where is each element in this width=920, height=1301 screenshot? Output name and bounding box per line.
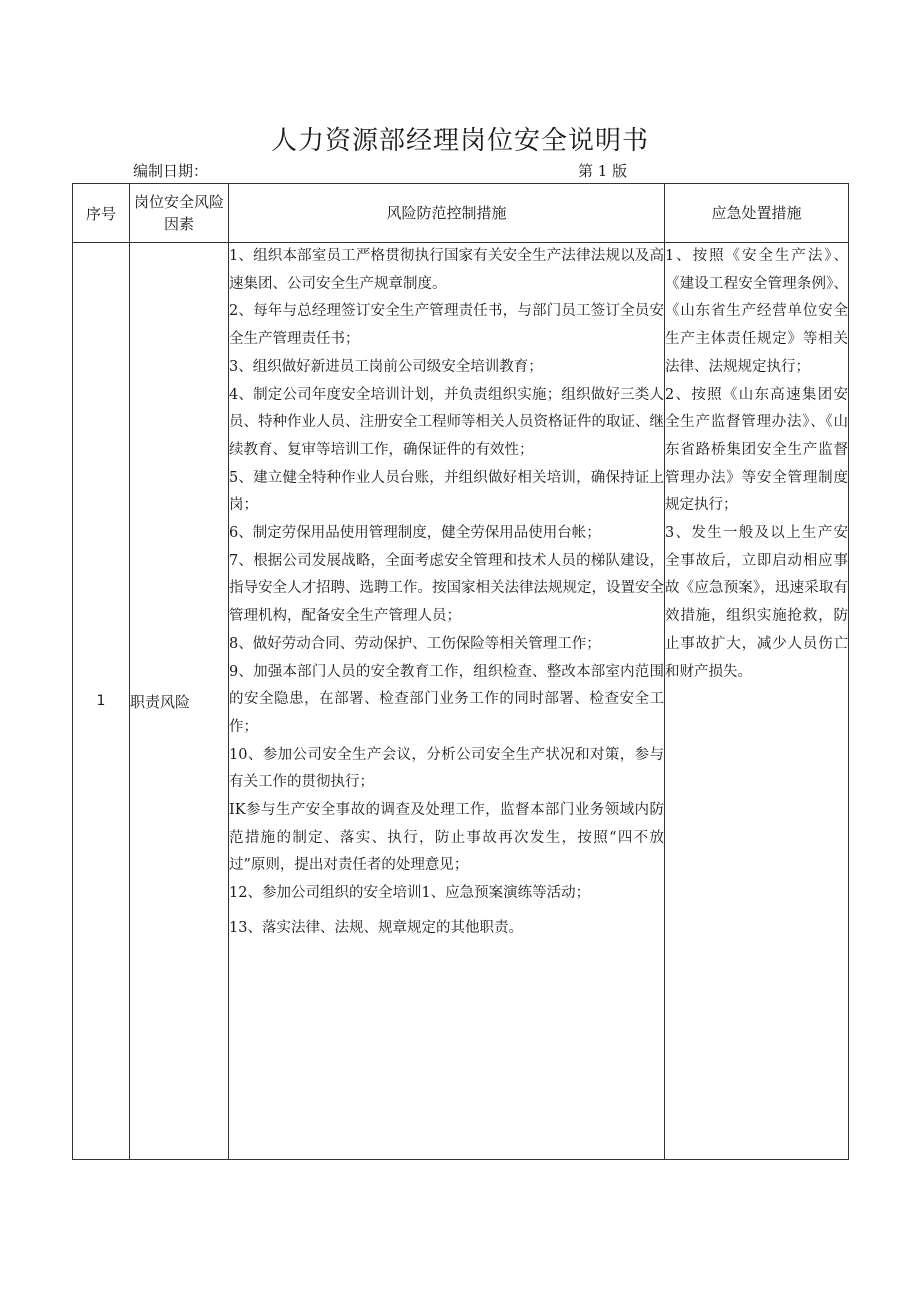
control-item: 5、建立健全特种作业人员台账，并组织做好相关培训，确保持证上岗；	[229, 469, 664, 514]
safety-table	[72, 183, 849, 1160]
emergency-item: 3、发生一般及以上生产安全事故后，立即启动相应事故《应急预案》，迅速采取有效措施，组织实施抢救，防止事故扩大，减少人员伤亡和财产损失。	[665, 525, 848, 680]
control-item: 3、组织做好新进员工岗前公司级安全培训教育；	[229, 358, 543, 375]
emergency-item: 1、按照《安全生产法》、《建设工程安全管理条例》、《山东省生产经营单位安全生产主体责任规定》等相关法律、法规规定执行；	[665, 248, 848, 375]
emergency-measures-cell	[665, 243, 849, 1160]
row-risk-factor: 职责风险	[130, 243, 229, 1160]
control-item: 7、根据公司发展战略，全面考虑安全管理和技术人员的梯队建设，指导安全人才招聘、选聘工作。按国家相关法律法规规定，设置安全管理机构，配备安全生产管理人员；	[229, 552, 664, 625]
document-title: 人力资源部经理岗位安全说明书	[270, 126, 649, 156]
compile-date-label: 编制日期：	[133, 162, 209, 180]
table-header-row	[73, 184, 849, 243]
control-item: 10、参加公司安全生产会议，分析公司安全生产状况和对策，参与有关工作的贯彻执行；	[229, 746, 664, 791]
control-item: IK参与生产安全事故的调查及处理工作，监督本部门业务领域内防范措施的制定、落实、执行，防止事故再次发生，按照“四不放过”原则，提出对责任者的处理意见；	[229, 802, 664, 874]
table-row	[73, 243, 849, 1160]
control-item: 12、参加公司组织的安全培训1、应急预案演练等活动；	[229, 885, 591, 902]
emergency-item: 2、按照《山东高速集团安全生产监督管理办法》、《山东省路桥集团安全生产监督管理办法》等安全管理制度规定执行；	[665, 386, 848, 514]
control-measures-cell	[229, 243, 665, 1160]
header-control-measures: 风险防范控制措施	[229, 184, 665, 243]
header-seq: 序号	[73, 184, 130, 243]
version-label: 第 1 版	[578, 162, 628, 180]
header-risk-factor: 岗位安全风险因素	[130, 184, 229, 243]
control-item: 13、落实法律、法规、规章规定的其他职责。	[229, 919, 523, 936]
control-item: 9、加强本部门人员的安全教育工作，组织检查、整改本部室内范围的安全隐患，在部署、检查部门业务工作的同时部署、检查安全工作；	[229, 663, 664, 735]
control-item: 4、制定公司年度安全培训计划，并负责组织实施；组织做好三类人员、特种作业人员、注册安全工程师等相关人员资格证件的取证、继续教育、复审等培训工作，确保证件的有效性；	[229, 386, 664, 458]
control-item: 6、制定劳保用品使用管理制度，健全劳保用品使用台帐；	[229, 525, 601, 542]
control-item: 1、组织本部室员工严格贯彻执行国家有关安全生产法律法规以及高速集团、公司安全生产规章制度。	[229, 248, 664, 292]
control-item: 2、每年与总经理签订安全生产管理责任书，与部门员工签订全员安全生产管理责任书；	[229, 303, 664, 348]
control-item: 8、做好劳动合同、劳动保护、工伤保险等相关管理工作；	[229, 635, 601, 652]
header-emergency-measures: 应急处置措施	[665, 184, 849, 243]
row-seq: 1	[73, 243, 130, 1160]
